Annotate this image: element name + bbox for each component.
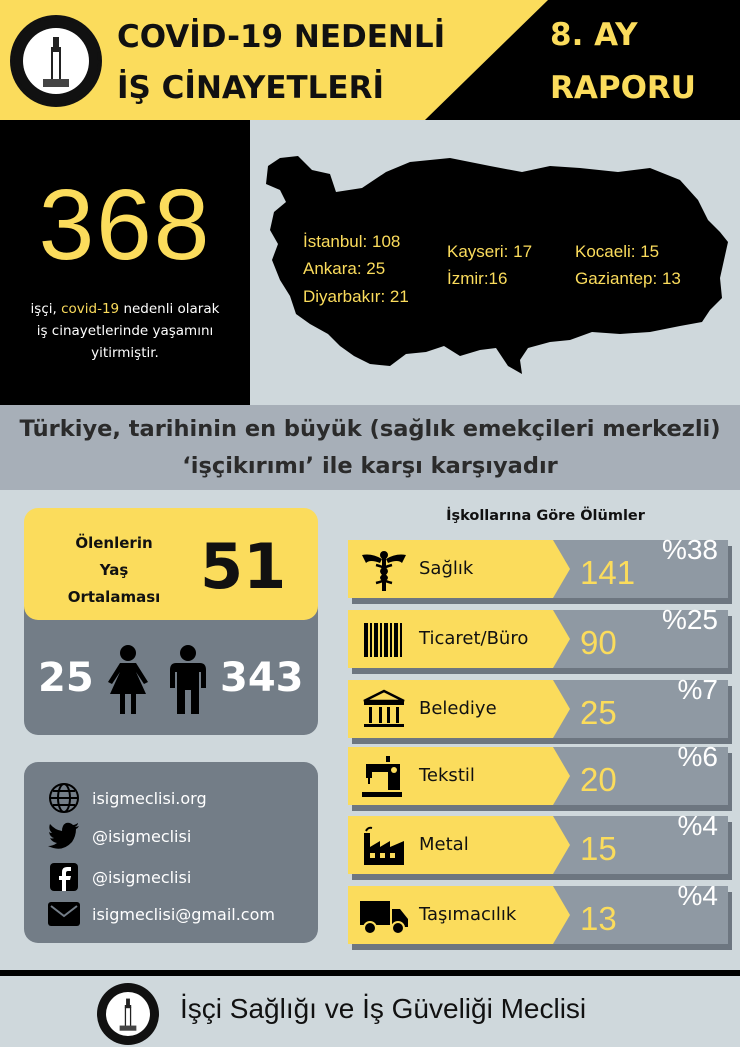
facebook-icon <box>48 862 80 892</box>
contact-facebook-text: @isigmeclisi <box>92 867 192 887</box>
headline-line2: ‘işçikırımı’ ile karşı karşıyadır <box>182 453 558 479</box>
tower-icon <box>41 33 71 89</box>
male-count: 343 <box>220 655 304 701</box>
city-ankara: Ankara: 25 <box>303 259 386 278</box>
sector-percent: %6 <box>677 741 718 772</box>
globe-icon <box>48 782 80 814</box>
sector-row <box>348 880 728 944</box>
female-icon <box>104 644 152 714</box>
desc-highlight: covid-19 <box>61 301 120 317</box>
sector-count: 15 <box>580 830 617 867</box>
sector-label: Metal <box>419 834 469 855</box>
report-line1: 8. AY <box>550 17 638 53</box>
male-icon <box>164 644 212 714</box>
contact-facebook[interactable] <box>48 862 191 892</box>
contact-twitter[interactable] <box>48 822 191 850</box>
footer-divider <box>0 970 740 976</box>
sector-row <box>348 604 728 668</box>
headline-band <box>0 405 740 490</box>
sector-percent: %25 <box>661 604 718 635</box>
sector-count: 20 <box>580 761 617 798</box>
sector-row <box>348 534 728 598</box>
title-line2: İŞ CİNAYETLERİ <box>117 70 385 106</box>
footer-logo <box>97 983 159 1045</box>
sector-count: 141 <box>580 554 636 591</box>
sectors-title: İşkollarına Göre Ölümler <box>446 508 645 524</box>
sector-count: 90 <box>580 624 617 661</box>
total-count: 368 <box>38 169 212 281</box>
age-box <box>24 508 318 620</box>
city-diyarbakir: Diyarbakır: 21 <box>303 287 409 306</box>
sector-label: Ticaret/Büro <box>419 628 529 649</box>
contact-website-text: isigmeclisi.org <box>92 788 207 808</box>
age-label-line1: Ölenlerin <box>75 534 153 552</box>
headline-line1: Türkiye, tarihinin en büyük (sağlık emekçileri merkezli) <box>19 416 721 442</box>
sector-count: 25 <box>580 694 617 731</box>
sector-count: 13 <box>580 900 617 937</box>
sector-row <box>348 741 728 805</box>
org-logo <box>10 15 102 107</box>
report-line2: RAPORU <box>550 70 696 106</box>
sector-label: Tekstil <box>419 765 475 786</box>
desc-line2: iş cinayetlerinde yaşamını <box>36 323 214 339</box>
desc-pre: işçi, <box>30 301 57 317</box>
contact-email-text: isigmeclisi@gmail.com <box>92 904 275 924</box>
sector-percent: %4 <box>677 880 718 911</box>
footer-org-name: İşçi Sağlığı ve İş Güveliği Meclisi <box>180 993 587 1024</box>
sector-label: Belediye <box>419 698 497 719</box>
desc-post: nedenli olarak <box>123 301 220 317</box>
sector-row <box>348 674 728 738</box>
tower-icon <box>118 996 138 1032</box>
contacts-box <box>24 762 318 943</box>
mail-icon <box>48 902 80 926</box>
sector-label: Sağlık <box>419 558 474 579</box>
city-gaziantep: Gaziantep: 13 <box>575 269 681 288</box>
contact-email[interactable] <box>48 902 275 926</box>
desc-line3: yitirmiştir. <box>91 345 159 361</box>
city-kayseri: Kayseri: 17 <box>447 242 533 261</box>
city-kocaeli: Kocaeli: 15 <box>575 242 660 261</box>
age-label-line2: Yaş <box>99 561 129 579</box>
sector-label: Taşımacılık <box>419 904 517 925</box>
age-label-line3: Ortalaması <box>67 588 161 606</box>
title-line1: COVİD-19 NEDENLİ <box>117 19 446 55</box>
contact-twitter-text: @isigmeclisi <box>92 826 192 846</box>
total-description <box>0 298 250 364</box>
age-value: 51 <box>200 530 287 603</box>
sector-row <box>348 810 728 874</box>
city-izmir: İzmir:16 <box>447 269 508 288</box>
sector-percent: %4 <box>677 810 718 841</box>
contact-website[interactable] <box>48 782 207 814</box>
city-istanbul: İstanbul: 108 <box>303 232 401 251</box>
sector-percent: %7 <box>677 674 718 705</box>
female-count: 25 <box>38 655 94 701</box>
twitter-icon <box>48 822 80 850</box>
sector-percent: %38 <box>661 534 718 565</box>
